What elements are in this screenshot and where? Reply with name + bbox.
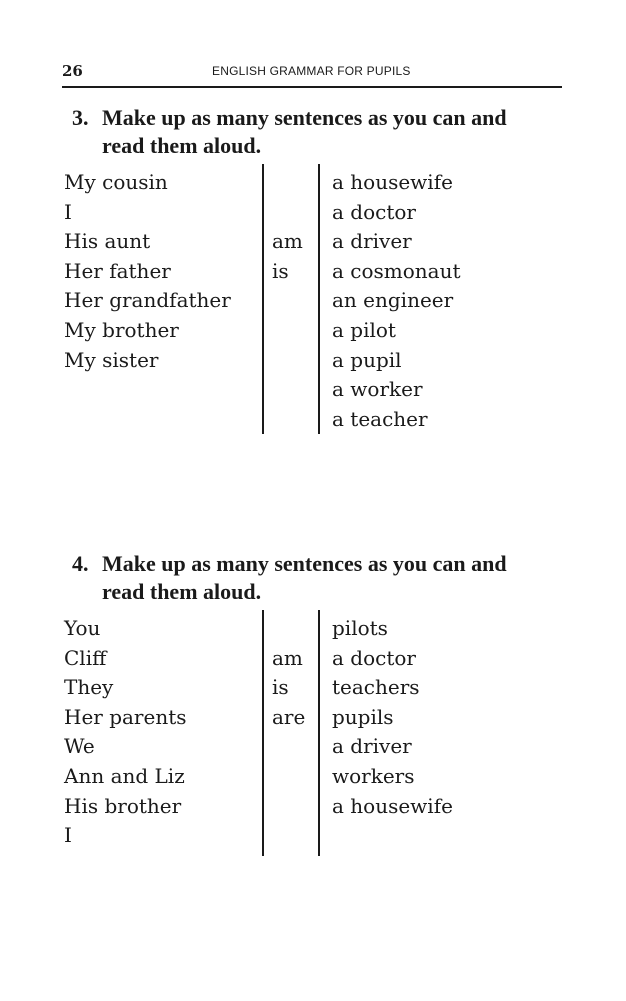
page-header <box>62 62 562 88</box>
verb-item: is <box>272 675 289 700</box>
predicate-item: teachers <box>332 675 420 700</box>
predicate-item: pilots <box>332 616 388 640</box>
predicate-item: a doctor <box>332 199 416 224</box>
column-divider <box>318 164 320 434</box>
predicate-column <box>332 168 461 434</box>
verb-column <box>272 168 303 286</box>
column-divider <box>262 164 264 434</box>
subject-item: Her grandfather <box>64 288 231 313</box>
verb-item <box>272 614 305 644</box>
predicate-item: a worker <box>332 377 423 402</box>
predicate-item: an engineer <box>332 288 454 313</box>
subject-item: Ann and Liz <box>64 763 185 788</box>
predicate-item: a doctor <box>332 645 416 670</box>
subject-item: My sister <box>64 347 159 372</box>
column-divider <box>318 610 320 856</box>
exercise-instruction: Make up as many sentences as you can and <box>102 551 507 576</box>
exercise-number: 3. <box>72 105 89 130</box>
predicate-item: a driver <box>332 229 412 254</box>
subject-column <box>64 168 231 375</box>
subject-item: His brother <box>64 793 182 818</box>
verb-item: are <box>272 704 306 729</box>
subject-item: Her father <box>64 258 171 283</box>
verb-column <box>272 614 305 732</box>
predicate-column <box>332 614 453 821</box>
exercise-number: 4. <box>72 551 89 576</box>
predicate-item: a housewife <box>332 793 453 818</box>
subject-item: My cousin <box>64 170 168 194</box>
subject-column <box>64 614 187 851</box>
exercise-instruction: Make up as many sentences as you can and <box>102 105 507 130</box>
predicate-item: a driver <box>332 734 412 759</box>
verb-item: am <box>272 645 303 670</box>
predicate-item: pupils <box>332 704 394 729</box>
page-number: 26 <box>62 62 83 80</box>
subject-item: They <box>64 675 114 700</box>
verb-item: am <box>272 229 303 254</box>
verb-item <box>272 198 303 228</box>
predicate-item: a housewife <box>332 170 453 194</box>
verb-item <box>272 168 303 198</box>
predicate-item: workers <box>332 763 415 788</box>
subject-item: You <box>64 616 101 640</box>
subject-item: We <box>64 734 95 759</box>
predicate-item: a cosmonaut <box>332 258 461 283</box>
predicate-item: a teacher <box>332 406 428 431</box>
subject-item: Her parents <box>64 704 187 729</box>
predicate-item: a pupil <box>332 347 402 372</box>
running-title: ENGLISH GRAMMAR FOR PUPILS <box>212 64 411 78</box>
subject-item: I <box>64 199 72 224</box>
subject-item: His aunt <box>64 229 151 254</box>
exercise-instruction: read them aloud. <box>102 133 262 158</box>
subject-item: Cliff <box>64 645 107 670</box>
subject-item: My brother <box>64 317 179 342</box>
exercise-instruction: read them aloud. <box>102 579 262 604</box>
predicate-item: a pilot <box>332 317 396 342</box>
verb-item: is <box>272 258 289 283</box>
column-divider <box>262 610 264 856</box>
subject-item: I <box>64 823 72 848</box>
